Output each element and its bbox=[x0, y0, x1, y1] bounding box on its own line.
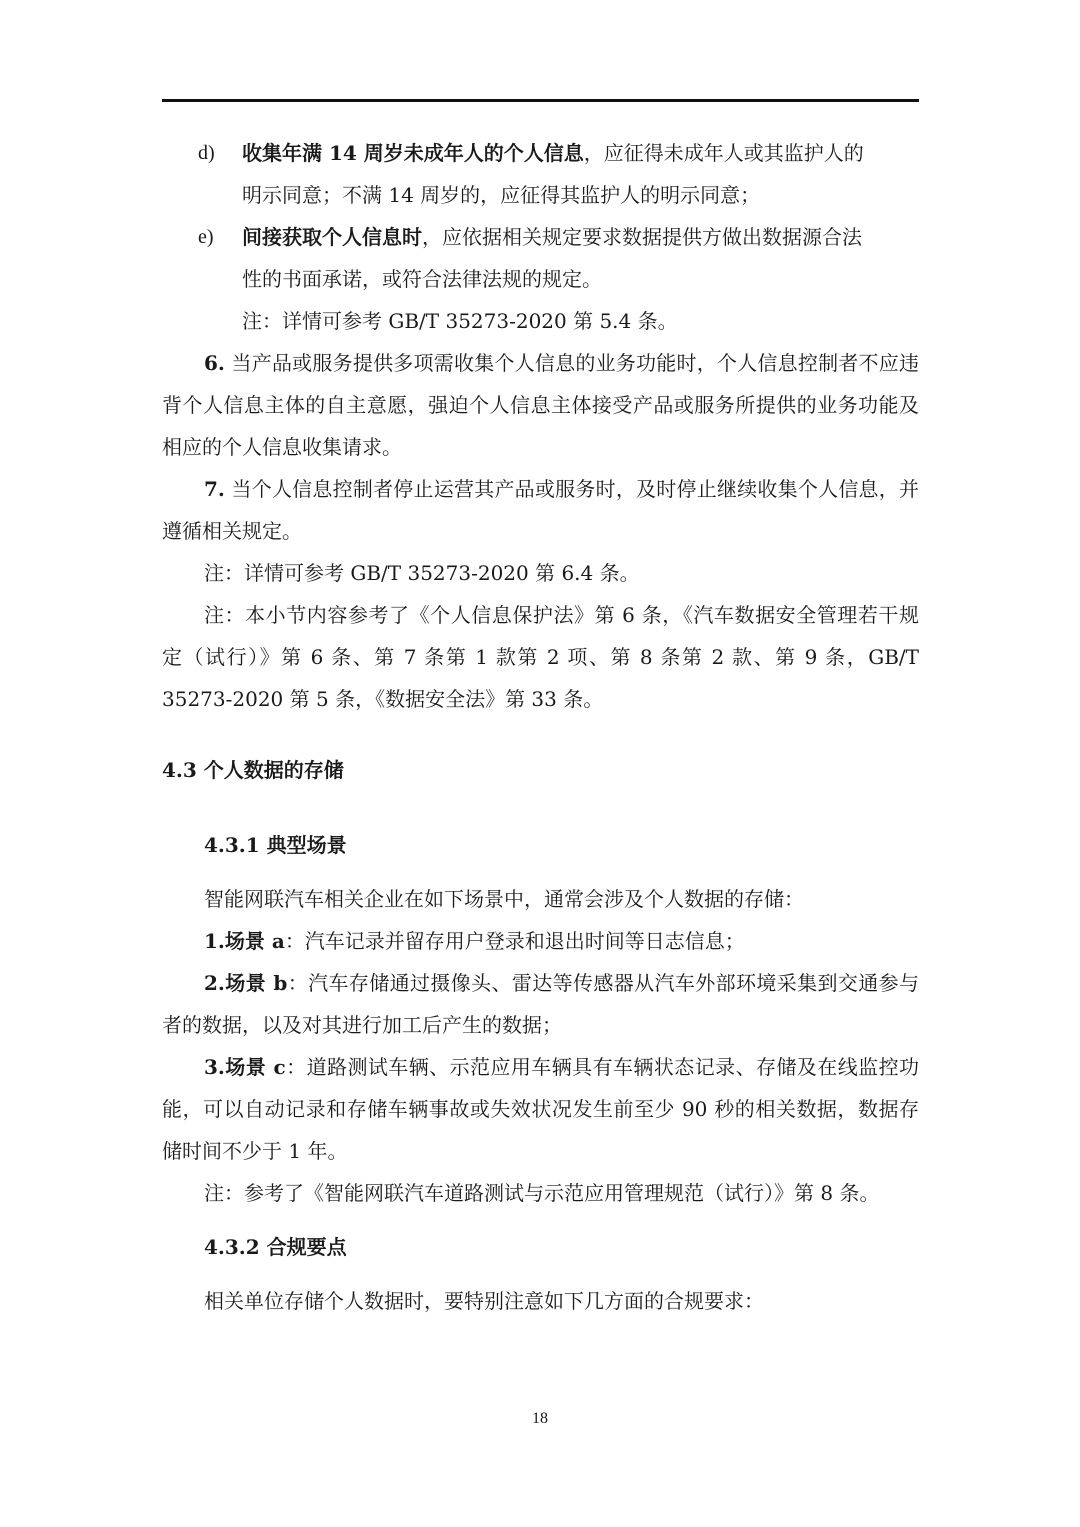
page-number: 18 bbox=[532, 1410, 548, 1427]
list-item-e bbox=[162, 216, 919, 258]
scene-c: 3.场景 c：道路测试车辆、示范应用车辆具有车辆状态记录、存储及在线监控功能，可以自动记录和存储车辆事故或失效状况发生前至少 90 秒的相关数据，数据存储时间不少于 1 年。 bbox=[162, 1055, 919, 1163]
list-item-d bbox=[162, 132, 919, 174]
scene-label: 1.场景 a bbox=[204, 929, 285, 953]
paragraph-number: 7. bbox=[204, 477, 225, 501]
document-body bbox=[162, 132, 919, 1322]
note-gbt-6-4: 注：详情可参考 GB/T 35273-2020 第 6.4 条。 bbox=[204, 561, 640, 585]
compliance-intro: 相关单位存储个人数据时，要特别注意如下几方面的合规要求： bbox=[204, 1289, 764, 1313]
note-gbt-5-4: 注：详情可参考 GB/T 35273-2020 第 5.4 条。 bbox=[242, 309, 678, 333]
list-item-text: 收集年满 14 周岁未成年人的个人信息，应征得未成年人或其监护人的 bbox=[242, 141, 864, 165]
note-scenes: 注：参考了《智能网联汽车道路测试与示范应用管理规范（试行）》第 8 条。 bbox=[204, 1181, 880, 1205]
note-section-references: 注：本小节内容参考了《个人信息保护法》第 6 条，《汽车数据安全管理若干规定（试行）》第 6 条、第 7 条第 1 款第 2 项、第 8 条第 2 款、第 9 条，GB/T 35273-2020 第 5 条，《数据安全法》第 33 条。 bbox=[162, 603, 919, 711]
list-item-bold-lead: 间接获取个人信息时 bbox=[242, 225, 422, 249]
scene-a: 1.场景 a：汽车记录并留存用户登录和退出时间等日志信息； bbox=[204, 929, 745, 953]
paragraph-6: 6. 当产品或服务提供多项需收集个人信息的业务功能时，个人信息控制者不应违背个人信息主体的自主意愿，强迫个人信息主体接受产品或服务所提供的业务功能及相应的个人信息收集请求。 bbox=[162, 351, 920, 459]
list-item-text: 间接获取个人信息时，应依据相关规定要求数据提供方做出数据源合法 bbox=[242, 225, 862, 249]
section-heading-4-3: 4.3 个人数据的存储 bbox=[162, 758, 344, 782]
list-item-continuation: 明示同意；不满 14 周岁的，应征得其监护人的明示同意； bbox=[242, 183, 761, 207]
list-marker: d) bbox=[198, 142, 215, 164]
list-marker: e) bbox=[198, 226, 214, 248]
header-rule bbox=[162, 99, 919, 102]
section-heading-4-3-1: 4.3.1 典型场景 bbox=[204, 833, 347, 857]
paragraph-number: 6. bbox=[204, 351, 225, 375]
scene-b: 2.场景 b：汽车存储通过摄像头、雷达等传感器从汽车外部环境采集到交通参与者的数据，以及对其进行加工后产生的数据； bbox=[162, 971, 920, 1037]
scene-label: 2.场景 b bbox=[204, 971, 288, 995]
list-item-bold-lead: 收集年满 14 周岁未成年人的个人信息 bbox=[242, 141, 584, 165]
list-item-continuation: 性的书面承诺，或符合法律法规的规定。 bbox=[242, 267, 602, 291]
paragraph-7: 7. 当个人信息控制者停止运营其产品或服务时，及时停止继续收集个人信息，并遵循相关规定。 bbox=[162, 477, 920, 543]
section-heading-4-3-2: 4.3.2 合规要点 bbox=[204, 1235, 347, 1259]
scenes-intro: 智能网联汽车相关企业在如下场景中，通常会涉及个人数据的存储： bbox=[204, 887, 804, 911]
scene-label: 3.场景 c bbox=[204, 1055, 286, 1079]
